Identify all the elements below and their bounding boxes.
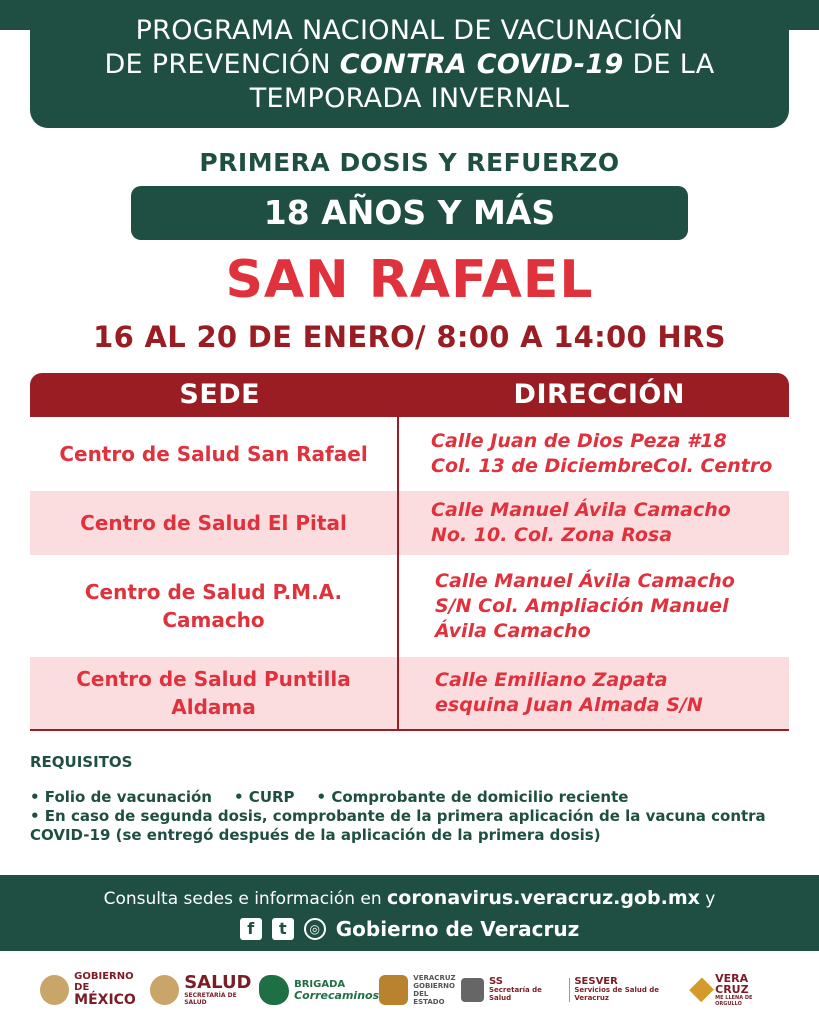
logo-gobierno-mexico-text xyxy=(74,971,150,1008)
table-row xyxy=(30,417,789,491)
logo-line: VERA xyxy=(715,971,749,985)
twitter-icon[interactable]: t xyxy=(272,918,294,940)
logo-line: VERACRUZ xyxy=(413,973,456,982)
footer-info-text: Consulta sedes e información en xyxy=(103,889,388,909)
footer-info xyxy=(0,887,819,909)
table-header xyxy=(30,373,789,417)
logo-line: SS xyxy=(488,975,503,987)
sede-text: Centro de Salud P.M.A. xyxy=(84,580,343,604)
logo-brigada-correcaminos xyxy=(259,975,379,1005)
direccion-line: Calle Manuel Ávila Camacho xyxy=(431,499,731,521)
sede-cell xyxy=(30,417,399,491)
logo-brigada-text xyxy=(294,979,379,1001)
logo-ss-text xyxy=(488,975,564,1002)
social-handle: Gobierno de Veracruz xyxy=(335,917,580,941)
header-line-2-post: DE LA xyxy=(623,49,715,80)
logo-line: MÉXICO xyxy=(74,992,136,1008)
requirement-folio: • Folio de vacunación xyxy=(30,788,212,806)
subtitle: PRIMERA DOSIS Y REFUERZO xyxy=(199,148,620,177)
direccion-line: Calle Manuel Ávila Camacho xyxy=(435,569,735,592)
logo-veracruz-text xyxy=(413,974,460,1006)
header-direccion: DIRECCIÓN xyxy=(513,379,685,410)
sede-cell xyxy=(30,555,399,657)
direccion-line: Calle Emiliano Zapata xyxy=(435,669,668,691)
locations-table xyxy=(30,373,789,731)
dates-schedule: 16 AL 20 DE ENERO/ 8:00 A 14:00 HRS xyxy=(93,320,726,354)
logo-sesver-text xyxy=(569,975,692,1002)
veracruz-star-icon xyxy=(689,977,714,1002)
table-row xyxy=(30,491,789,555)
logo-veracruz-gobierno xyxy=(379,974,461,1006)
sede-cell xyxy=(30,657,399,729)
logo-ss-sesver xyxy=(461,975,693,1002)
header-banner xyxy=(30,0,789,128)
sede-text: Centro de Salud El Pital xyxy=(80,511,347,535)
sede-cell xyxy=(30,491,399,555)
header-sede: SEDE xyxy=(179,379,261,410)
requirements-title: REQUISITOS xyxy=(30,753,133,771)
logo-line: SALUD xyxy=(184,972,252,993)
logo-line: SESVER xyxy=(574,975,618,987)
logo-line: DEL ESTADO xyxy=(413,989,445,1006)
direccion-cell xyxy=(399,657,789,729)
table-row xyxy=(30,657,789,729)
footer-banner xyxy=(0,875,819,951)
age-badge: 18 AÑOS Y MÁS xyxy=(131,186,688,240)
requirement-curp: • CURP xyxy=(234,788,295,806)
direccion-line: Calle Juan de Dios Peza #18 xyxy=(431,430,727,452)
logo-salud-text xyxy=(184,973,259,1006)
facebook-icon[interactable]: f xyxy=(240,918,262,940)
header-line-2-emphasis: CONTRA COVID-19 xyxy=(339,49,624,80)
direccion-cell xyxy=(399,491,789,555)
header-line-1: PROGRAMA NACIONAL DE VACUNACIÓN xyxy=(135,15,684,46)
requirements-row xyxy=(30,788,790,807)
logo-salud xyxy=(150,973,259,1006)
correcaminos-icon xyxy=(259,975,289,1005)
requirements-list xyxy=(30,788,790,845)
footer-info-post: y xyxy=(699,889,716,909)
logo-line: GOBIERNO xyxy=(413,981,455,990)
mexico-seal-icon xyxy=(40,975,69,1005)
direccion-line: No. 10. Col. Zona Rosa xyxy=(431,524,673,546)
logo-line: Correcaminos xyxy=(294,988,380,1002)
logo-strip xyxy=(0,955,819,1024)
direccion-line: Ávila Camacho xyxy=(435,619,591,642)
header-line-2 xyxy=(30,48,789,82)
header-line-2-pre: DE PREVENCIÓN xyxy=(104,49,340,80)
logo-line: GOBIERNO DE xyxy=(74,971,134,993)
table-bottom-border xyxy=(30,729,789,731)
direccion-line: esquina Juan Almada S/N xyxy=(435,694,703,716)
logo-gobierno-mexico xyxy=(40,971,150,1008)
direccion-cell xyxy=(399,417,789,491)
logo-veracruz-orgullo xyxy=(693,973,779,1007)
header-line-3: TEMPORADA INVERNAL xyxy=(249,83,570,114)
sede-text: Centro de Salud Puntilla xyxy=(76,667,351,691)
sede-text: Aldama xyxy=(171,695,256,719)
ss-shield-icon xyxy=(461,978,484,1002)
sede-text: Centro de Salud San Rafael xyxy=(59,442,368,466)
footer-social xyxy=(0,917,819,941)
requirement-segunda-dosis: • En caso de segunda dosis, comprobante de la primera aplicación de la vacuna contra COVID-19 (se entregó después de la aplicación de la primera dosis) xyxy=(30,807,766,844)
direccion-line: S/N Col. Ampliación Manuel xyxy=(435,594,729,617)
direccion-cell xyxy=(399,555,789,657)
veracruz-shield-icon xyxy=(379,975,408,1005)
instagram-icon[interactable]: ◎ xyxy=(304,918,326,940)
footer-website-link[interactable]: coronavirus.veracruz.gob.mx xyxy=(387,887,700,909)
city-title: SAN RAFAEL xyxy=(225,250,594,310)
logo-vera-cruz-text xyxy=(715,973,779,1007)
logo-line: SECRETARÍA DE SALUD xyxy=(184,992,237,1006)
logo-line: BRIGADA xyxy=(294,978,346,990)
logo-line: CRUZ xyxy=(715,982,749,996)
table-row xyxy=(30,555,789,657)
salud-seal-icon xyxy=(150,975,179,1005)
logo-line: Secretaría de Salud xyxy=(488,985,542,1002)
sede-text: Camacho xyxy=(162,608,265,632)
requirement-comprobante: • Comprobante de domicilio reciente xyxy=(316,788,629,806)
direccion-line: Col. 13 de DiciembreCol. Centro xyxy=(431,455,773,477)
logo-line: ME LLENA DE ORGULLO xyxy=(715,994,753,1007)
logo-line: Servicios de Salud de Veracruz xyxy=(574,985,660,1002)
